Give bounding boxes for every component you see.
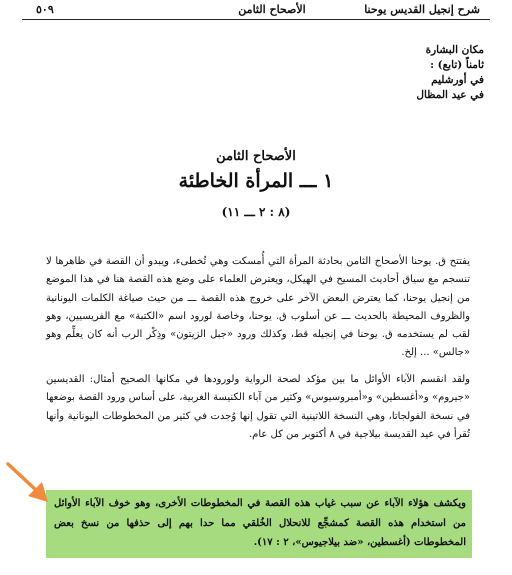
highlighted-paragraph: ويكشف هؤلاء الآباء عن سبب غياب هذه القصة في المخطوطات الأخرى، وهو خوف الآباء الأوائل من استخدام هذه القصة كمشجِّع للانحلال الخُلقي مما حدا بهم إلى حذفها من نسخ بعض المخطوطات (أغسطين، «ضد بيلاجيوس»، ٢ : ١٧). (54, 498, 466, 548)
verse-reference: (٨ : ٢ ـــ ١١) (221, 205, 291, 219)
header-chapter: الأصحاح الثامن (238, 3, 306, 16)
chapter-heading: الأصحاح الثامن (216, 149, 296, 164)
page-header (22, 0, 490, 20)
section-title-block (0, 148, 512, 221)
paragraph-1: يفتتح ق. يوحنا الأصحاح الثامن بحادثة المرأة التي أُمسكت وهي تُخطىء، ويبدو أن القصة في ظاهرها لا تنسجم مع سياق أحاديث المسيح في الهيكل، ويعترض العلماء على وضع هذه القصة هنا في هذا الموضع من إنجيل يوحنا، كما يعترض البعض الآخر على خروج هذه القصة ـــ من حيث صياغة الكلمات اليونانية والظروف المحيطة بالحديث ـــ عن أسلوب ق. يوحنا، وخاصة لورود اسم «الكتبة» مع الفريسيين، وهو لقب لم يستخدمه ق. يوحنا في إنجيله قط، وكذلك ورود «جبل الزيتون» وذِكْر الرب أنه كان يعلِّم وهو «جالس» ... إلخ. (46, 256, 470, 359)
header-book-title: شرح إنجيل القديس يوحنا (364, 3, 480, 16)
margin-note-line: في أورشليم (431, 74, 484, 86)
page-number: ٥٠٩ (36, 3, 54, 16)
arrow-pointer-icon (4, 460, 54, 506)
margin-note-line: ثامناً (تابع) : (430, 59, 484, 71)
margin-note (334, 43, 484, 103)
section-heading: ١ ـــ المرأة الخاطئة (178, 170, 334, 192)
margin-note-line: مكان البشارة (425, 44, 484, 56)
paragraph-2: ولقد انقسم الآباء الأوائل ما بين مؤكد لصحة الرواية ولورودها في مكانها الصحيح أمثال: القديسين «جيروم» و«أغسطين» و«أمبروسيوس» وكثير من آباء الكنيسة الغربية، على أساس ورود القصة بوضعها في نسخة الفولجاتا، وهي النسخة اللاتينية التي تقول إنها وُجدت في كثير من المخطوطات اليونانية وأنها تُقرأ في عيد القديسة بيلاجية في ٨ أكتوبر من كل عام. (46, 374, 470, 440)
margin-note-line: في عيد المظال (416, 89, 484, 101)
